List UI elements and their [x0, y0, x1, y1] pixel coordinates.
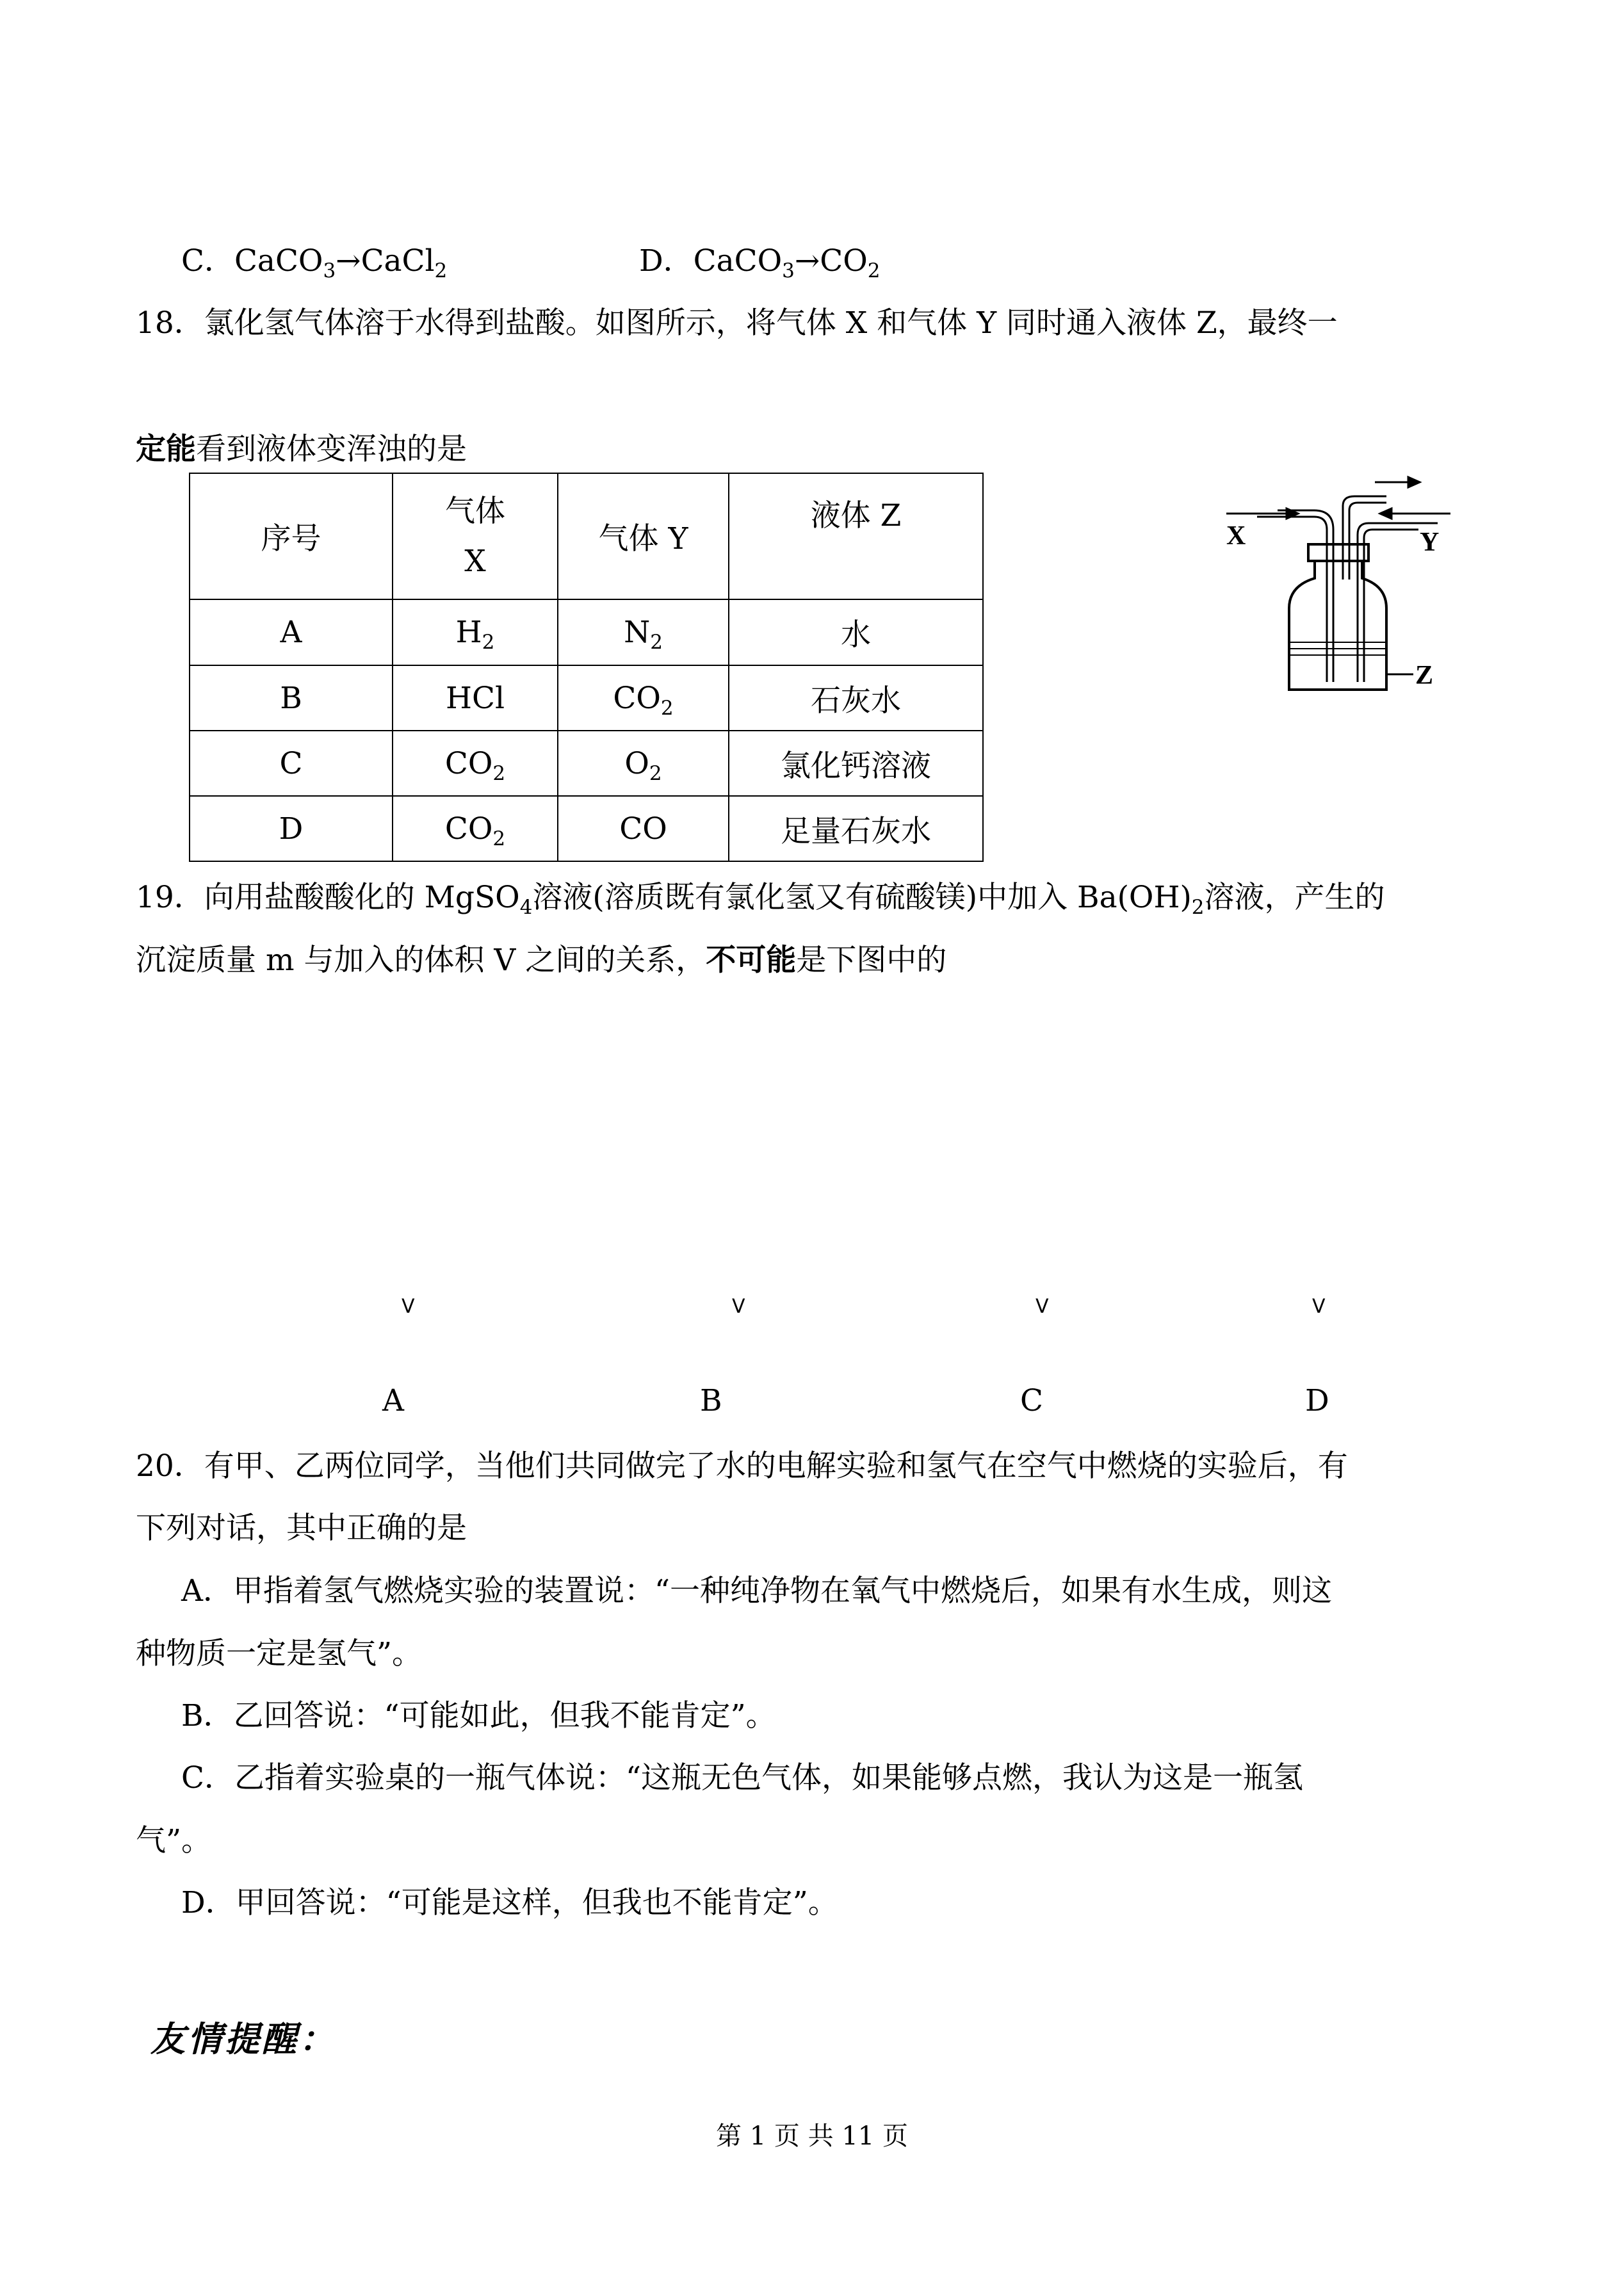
q17-option-d — [639, 242, 881, 280]
header-gas-y: 气体 Y — [558, 473, 729, 599]
row-label: B — [190, 665, 393, 731]
q19-line1-sub2: 2 — [1191, 896, 1205, 919]
table-row — [190, 665, 983, 731]
q19-line2-b: 是下图中的 — [796, 943, 947, 978]
q17-option-c — [181, 242, 447, 280]
q18-table — [189, 473, 984, 862]
row-gas-x — [393, 665, 558, 731]
q19-line1-b: 溶液(溶质既有氯化氢又有硫酸镁)中加入 Ba(OH) — [532, 880, 1192, 915]
q19-line1-a: 19．向用盐酸酸化的 MgSO — [136, 880, 520, 915]
label-z: Z — [1415, 661, 1434, 690]
graph-c-axis-v: V — [1035, 1295, 1049, 1318]
graph-label-d: D — [1305, 1383, 1329, 1418]
graph-label-c: C — [1020, 1383, 1043, 1418]
row-gas-x — [393, 731, 558, 796]
header-gas-x — [393, 473, 558, 599]
gas-x-sub: 2 — [482, 631, 495, 654]
q19-line2 — [136, 941, 946, 980]
graph-d-axis-v: V — [1312, 1295, 1326, 1318]
gas-x-formula: HCl — [446, 680, 505, 716]
q17-d-label: D．CaCO — [639, 243, 783, 279]
graph-label-b: B — [700, 1383, 722, 1418]
bottle-body — [1289, 560, 1386, 690]
table-row — [190, 731, 983, 796]
q17-d-arrow: → — [794, 243, 820, 279]
header-no: 序号 — [190, 473, 393, 599]
header-gas-x-line2: X — [464, 543, 486, 579]
gas-y-sub: 2 — [650, 631, 663, 654]
q17-c-product: CaCl — [361, 243, 435, 279]
q19-line2-a: 沉淀质量 m 与加入的体积 V 之间的关系， — [136, 943, 706, 978]
q17-c-sub1: 3 — [323, 259, 336, 282]
row-label: D — [190, 796, 393, 861]
bottle-stopper — [1308, 544, 1368, 561]
q17-c-sub2: 2 — [434, 259, 448, 282]
gas-x-formula: CO — [444, 745, 493, 781]
q20-option-b: B．乙回答说：“可能如此，但我不能肯定”。 — [181, 1698, 776, 1733]
q19-line1 — [136, 879, 1385, 917]
q19-line1-c: 溶液，产生的 — [1204, 880, 1385, 915]
row-liquid-z: 水 — [729, 599, 983, 665]
q19-line1-sub1: 4 — [519, 896, 533, 919]
table-row — [190, 796, 983, 861]
header-gas-x-line1: 气体 — [445, 493, 505, 529]
q18-stem-bold: 定能 — [136, 432, 196, 467]
gas-y-sub: 2 — [660, 696, 674, 720]
row-gas-x — [393, 796, 558, 861]
graph-b-axis-v: V — [732, 1295, 745, 1318]
gas-y-formula: CO — [619, 811, 667, 847]
gas-y-formula: O — [624, 745, 649, 781]
q18-stem-line1: 18．氯化氢气体溶于水得到盐酸。如图所示，将气体 X 和气体 Y 同时通入液体 Z，最终一 — [136, 305, 1338, 341]
header-liquid-z: 液体 Z — [729, 473, 983, 599]
gas-y-sub: 2 — [649, 761, 662, 785]
q20-line1: 20．有甲、乙两位同学，当他们共同做完了水的电解实验和氢气在空气中燃烧的实验后，有 — [136, 1448, 1348, 1484]
row-gas-x — [393, 599, 558, 665]
q20-option-a-line1: A．甲指着氢气燃烧实验的装置说：“一种纯净物在氧气中燃烧后，如果有水生成，则这 — [181, 1573, 1332, 1609]
row-liquid-z: 氯化钙溶液 — [729, 731, 983, 796]
gas-x-sub: 2 — [492, 761, 506, 785]
q17-d-product: CO — [820, 243, 868, 279]
graph-label-a: A — [382, 1383, 404, 1418]
row-liquid-z: 石灰水 — [729, 665, 983, 731]
row-gas-y — [558, 599, 729, 665]
row-gas-y — [558, 731, 729, 796]
q17-d-sub1: 3 — [782, 259, 795, 282]
q20-option-c-line1: C．乙指着实验桌的一瓶气体说：“这瓶无色气体，如果能够点燃，我认为这是一瓶氢 — [181, 1760, 1303, 1796]
q18-stem-line2 — [136, 430, 467, 469]
label-y: Y — [1420, 528, 1440, 557]
gas-y-formula: N — [624, 615, 651, 650]
q20-option-a-line2: 种物质一定是氢气”。 — [136, 1636, 423, 1671]
q17-c-label: C．CaCO — [181, 243, 323, 279]
q17-d-sub2: 2 — [867, 259, 881, 282]
row-gas-y — [558, 665, 729, 731]
q20-line2: 下列对话，其中正确的是 — [136, 1511, 467, 1546]
row-liquid-z: 足量石灰水 — [729, 796, 983, 861]
gas-x-formula: H — [455, 615, 482, 650]
gas-x-sub: 2 — [492, 827, 506, 850]
row-label: A — [190, 599, 393, 665]
page-footer: 第 1 页 共 11 页 — [716, 2121, 908, 2151]
gas-x-formula: CO — [444, 811, 493, 847]
gas-bottle-diagram — [1226, 471, 1463, 701]
label-x: X — [1226, 521, 1246, 551]
q17-c-arrow: → — [336, 243, 361, 279]
friendly-reminder: 友情提醒： — [150, 2019, 336, 2059]
row-gas-y — [558, 796, 729, 861]
row-label: C — [190, 731, 393, 796]
graph-a-axis-v: V — [402, 1295, 415, 1318]
q18-stem-rest: 看到液体变浑浊的是 — [196, 432, 467, 467]
q19-line2-bold: 不可能 — [706, 943, 797, 978]
gas-y-formula: CO — [613, 680, 661, 716]
inlet-tube — [1257, 517, 1327, 682]
q20-option-c-line2: 气”。 — [136, 1823, 212, 1858]
q20-option-d: D．甲回答说：“可能是这样，但我也不能肯定”。 — [181, 1885, 838, 1920]
table-row — [190, 599, 983, 665]
